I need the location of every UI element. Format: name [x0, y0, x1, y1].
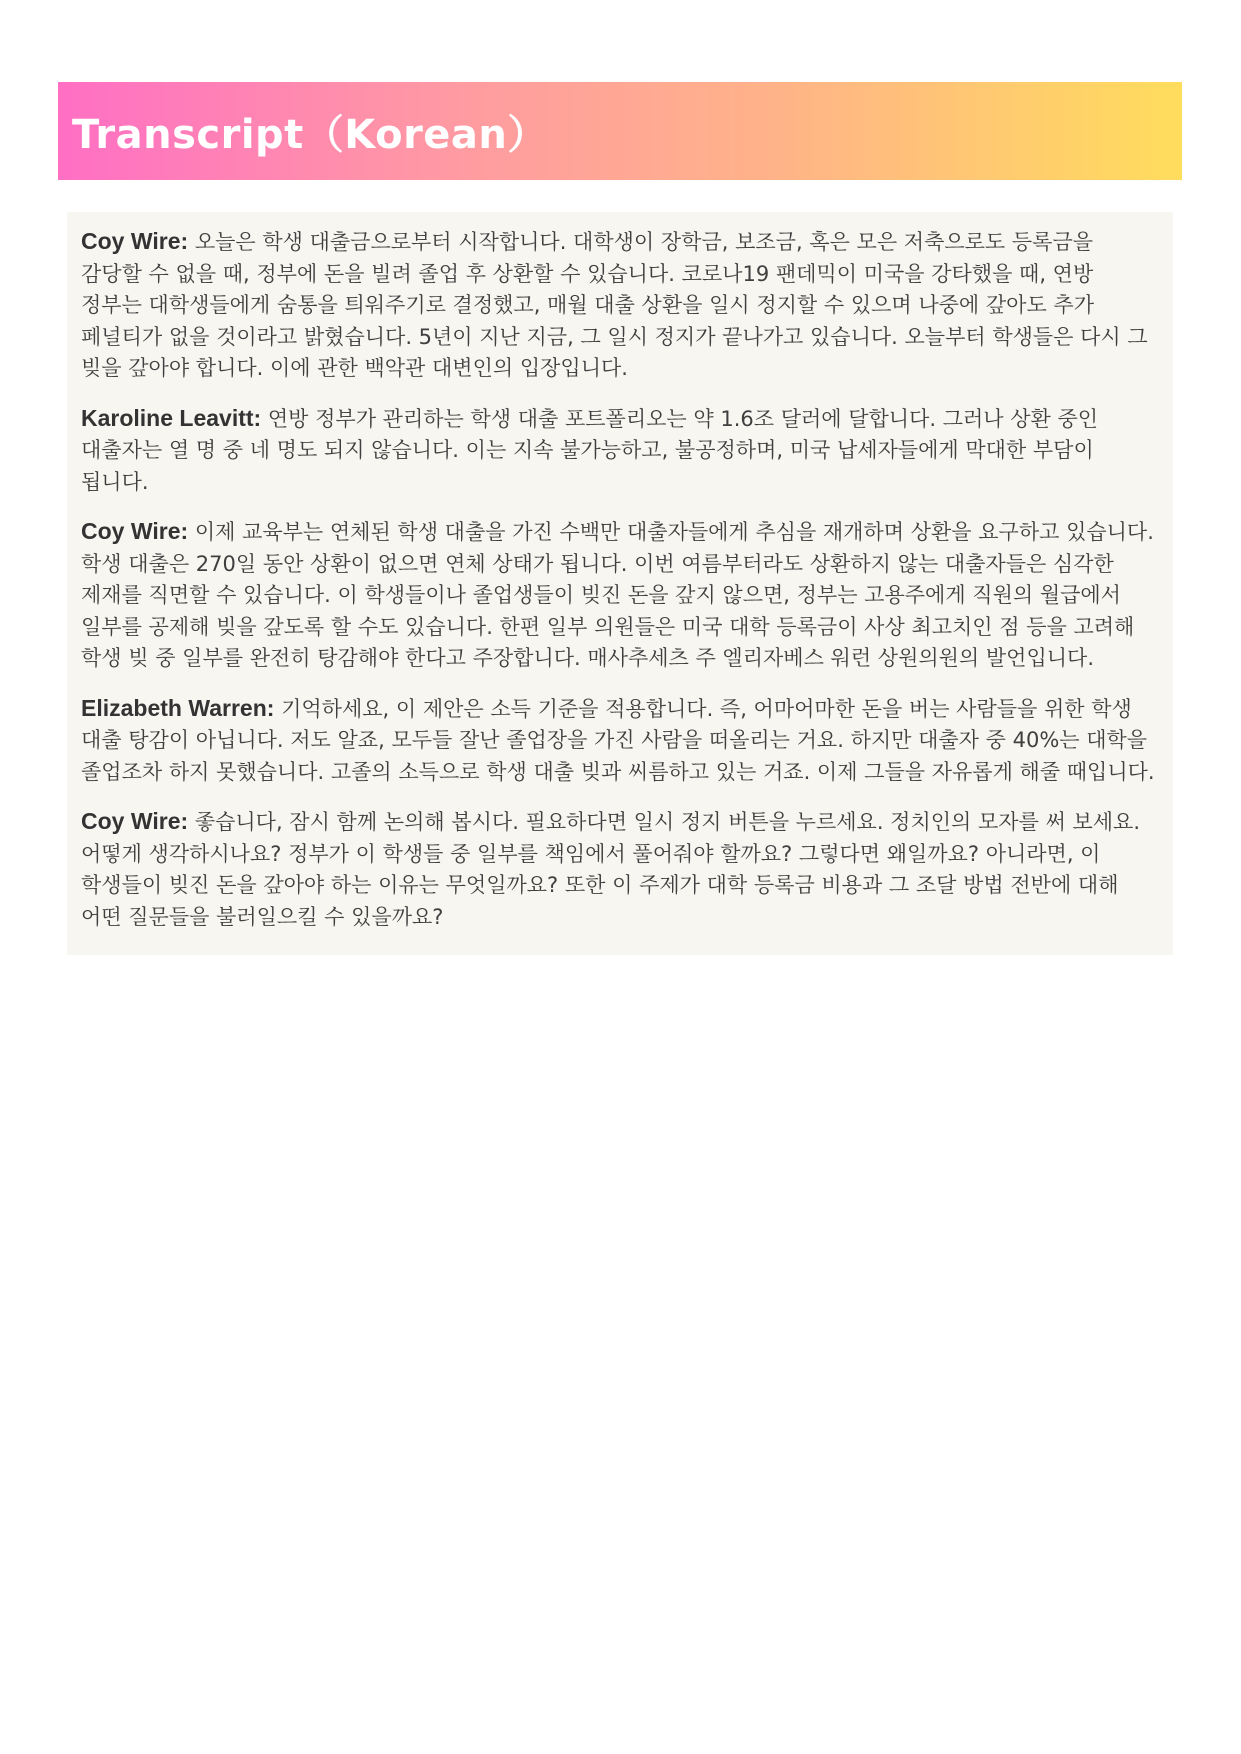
- speech-text: 좋습니다, 잠시 함께 논의해 봅시다. 필요하다면 일시 정지 버튼을 누르세요. 정치인의 모자를 써 보세요. 어떻게 생각하시나요? 정부가 이 학생들 중 일부를 책임에서 풀어줘야 할까요? 그렇다면 왜일까요? 아니라면, 이 학생들이 빚진 돈을 갚아야 하는 이유는 무엇일까요? 또한 이 주제가 대학 등록금 비용과 그 조달 방법 전반에 대해 어떤 질문들을 불러일으킬 수 있을까요?: [81, 810, 1141, 929]
- transcript-paragraph: [81, 403, 1157, 499]
- page-title: Transcript（Korean）: [72, 111, 548, 158]
- speaker-name: Coy Wire:: [81, 228, 189, 254]
- transcript-paragraph: [81, 693, 1157, 789]
- speaker-name: Coy Wire:: [81, 808, 189, 834]
- transcript-paragraph: [81, 806, 1157, 933]
- transcript-paragraph: [81, 516, 1157, 675]
- speaker-name: Coy Wire:: [81, 518, 189, 544]
- speech-text: 이제 교육부는 연체된 학생 대출을 가진 수백만 대출자들에게 추심을 재개하며 상환을 요구하고 있습니다. 학생 대출은 270일 동안 상환이 없으면 연체 상태가 됩니다. 이번 여름부터라도 상환하지 않는 대출자들은 심각한 제재를 직면할 수 있습니다. 이 학생들이나 졸업생들이 빚진 돈을 갚지 않으면, 정부는 고용주에게 직원의 월급에서 일부를 공제해 빚을 갚도록 할 수도 있습니다. 한편 일부 의원들은 미국 대학 등록금이 사상 최고치인 점 등을 고려해 학생 빚 중 일부를 완전히 탕감해야 한다고 주장합니다. 매사추세츠 주 엘리자베스 워런 상원의원의 발언입니다.: [81, 520, 1154, 670]
- speech-text: 연방 정부가 관리하는 학생 대출 포트폴리오는 약 1.6조 달러에 달합니다. 그러나 상환 중인 대출자는 열 명 중 네 명도 되지 않습니다. 이는 지속 불가능하고, 불공정하며, 미국 납세자들에게 막대한 부담이 됩니다.: [81, 406, 1099, 494]
- transcript-box: [67, 212, 1173, 955]
- speaker-name: Karoline Leavitt:: [81, 404, 262, 431]
- speech-text: 기억하세요, 이 제안은 소득 기준을 적용합니다. 즉, 어마어마한 돈을 버는 사람들을 위한 학생 대출 탕감이 아닙니다. 저도 알죠, 모두들 잘난 졸업장을 가진 사람을 떠올리는 거요. 하지만 대출자 중 40%는 대학을 졸업조차 하지 못했습니다. 고졸의 소득으로 학생 대출 빚과 씨름하고 있는 거죠. 이제 그들을 자유롭게 해줄 때입니다.: [81, 696, 1155, 784]
- transcript-paragraph: [81, 226, 1157, 385]
- speaker-name: Elizabeth Warren:: [81, 694, 275, 721]
- header-banner: [58, 82, 1182, 180]
- speech-text: 오늘은 학생 대출금으로부터 시작합니다. 대학생이 장학금, 보조금, 혹은 모은 저축으로도 등록금을 감당할 수 없을 때, 정부에 돈을 빌려 졸업 후 상환할 수 있습니다. 코로나19 팬데믹이 미국을 강타했을 때, 연방 정부는 대학생들에게 숨통을 틔워주기로 결정했고, 매월 대출 상환을 일시 정지할 수 있으며 나중에 갚아도 추가 페널티가 없을 것이라고 밝혔습니다. 5년이 지난 지금, 그 일시 정지가 끝나가고 있습니다. 오늘부터 학생들은 다시 그 빚을 갚아야 합니다. 이에 관한 백악관 대변인의 입장입니다.: [81, 230, 1148, 380]
